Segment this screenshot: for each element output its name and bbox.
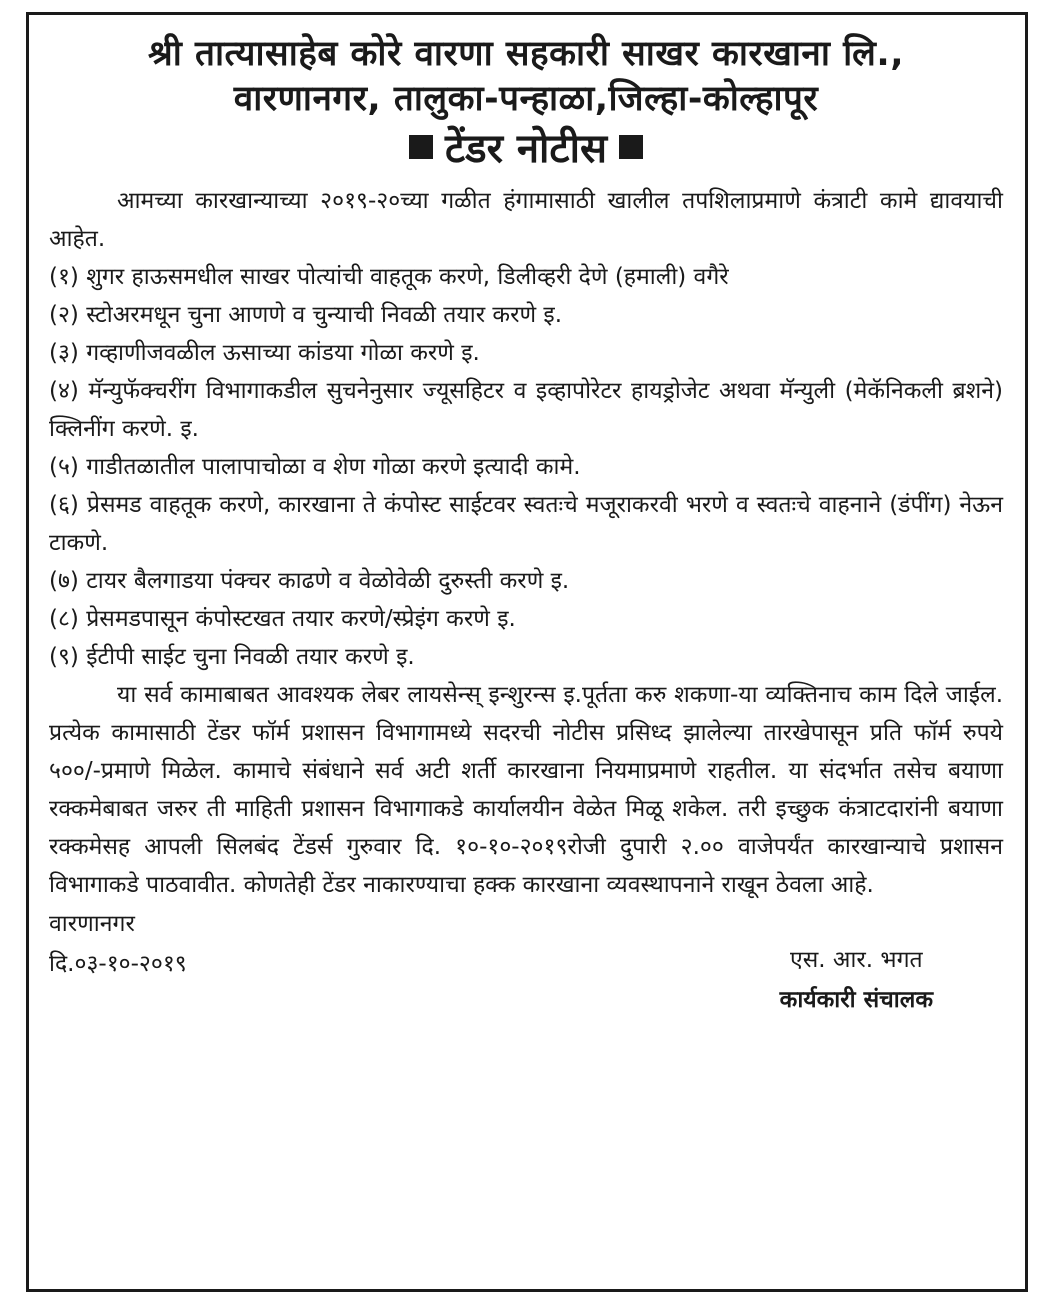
work-item: (७) टायर बैलगाडया पंक्चर काढणे व वेळोवेळी दुरुस्ती करणे इ.	[49, 568, 570, 595]
notice-date: दि.०३-१०-२०१९	[49, 951, 187, 978]
notice-title-row	[49, 126, 1003, 172]
conditions-paragraph: या सर्व कामाबाबत आवश्यक लेबर लायसेन्स् इन्शुरन्स इ.पूर्तता करु शकणा-या व्यक्तिनाच काम दिले जाईल. प्रत्येक कामासाठी टेंडर फॉर्म प्रशासन विभागामध्ये सदरची नोटीस प्रसिध्द झालेल्या तारखेपासून प्रति फॉर्म रुपये ५००/-प्रमाणे मिळेल. कामाचे संबंधाने सर्व अटी शर्ती कारखाना नियमाप्रमाणे राहतील. या संदर्भात तसेच बयाणा रक्कमेबाबत जरुर ती माहिती प्रशासन विभागाकडे कार्यालयीन वेळेत मिळू शकेल. तरी इच्छुक कंत्राटदारांनी बयाणा रक्कमेसह आपली सिलबंद टेंडर्स गुरुवार दि. १०-१०-२०१९रोजी दुपारी २.०० वाजेपर्यंत कारखान्याचे प्रशासन विभागाकडे पाठवावीत. कोणतेही टेंडर नाकारण्याचा हक्क कारखाना व्यवस्थापनाने राखून ठेवला आहे.	[49, 682, 1003, 899]
work-item: (६) प्रेसमड वाहतूक करणे, कारखाना ते कंपोस्ट साईटवर स्वतःचे मजूराकरवी भरणे व स्वतःचे वाहनाने (डंपींग) नेऊन टाकणे.	[49, 492, 1003, 557]
work-item: (५) गाडीतळातील पालापाचोळा व शेण गोळा करणे इत्यादी कामे.	[49, 454, 581, 481]
signature-block	[780, 940, 933, 1020]
work-item: (१) शुगर हाऊसमधील साखर पोत्यांची वाहतूक करणे, डिलीव्हरी देणे (हमाली) वगैरे	[49, 264, 729, 291]
factory-address: वारणानगर, तालुका-पन्हाळा,जिल्हा-कोल्हापूर	[233, 78, 819, 119]
signatory-title: कार्यकारी संचालक	[779, 987, 933, 1014]
work-item: (२) स्टोअरमधून चुना आणणे व चुन्याची निवळी तयार करणे इ.	[49, 302, 563, 329]
work-item: (३) गव्हाणीजवळील ऊसाच्या कांडया गोळा करणे इ.	[49, 340, 480, 367]
work-item: (८) प्रेसमडपासून कंपोस्टखत तयार करणे/स्प्रेइंग करणे इ.	[49, 606, 516, 633]
work-item: (९) ईटीपी साईट चुना निवळी तयार करणे इ.	[49, 644, 415, 671]
notice-title: टेंडर नोटीस	[445, 126, 607, 173]
tender-notice	[26, 12, 1028, 1292]
intro-paragraph: आमच्या कारखान्याच्या २०१९-२०च्या गळीत हंगामासाठी खालील तपशिलाप्रमाणे कंत्राटी कामे द्यावयाची आहेत.	[49, 188, 1003, 253]
signatory-name: एस. आर. भगत	[790, 947, 923, 974]
place: वारणानगर	[49, 911, 135, 938]
square-bullet-icon	[409, 135, 433, 159]
notice-body	[49, 182, 1003, 904]
square-bullet-icon	[619, 135, 643, 159]
notice-footer	[49, 904, 1003, 1014]
factory-name: श्री तात्यासाहेब कोरे वारणा सहकारी साखर कारखाना लि.,	[147, 34, 904, 74]
work-item: (४) मॅन्युफॅक्चरींग विभागाकडील सुचनेनुसार ज्यूसहिटर व इव्हापोरेटर हायड्रोजेट अथवा मॅन्युली (मेकॅनिकली ब्रशने) क्लिनींग करणे. इ.	[49, 378, 1003, 443]
